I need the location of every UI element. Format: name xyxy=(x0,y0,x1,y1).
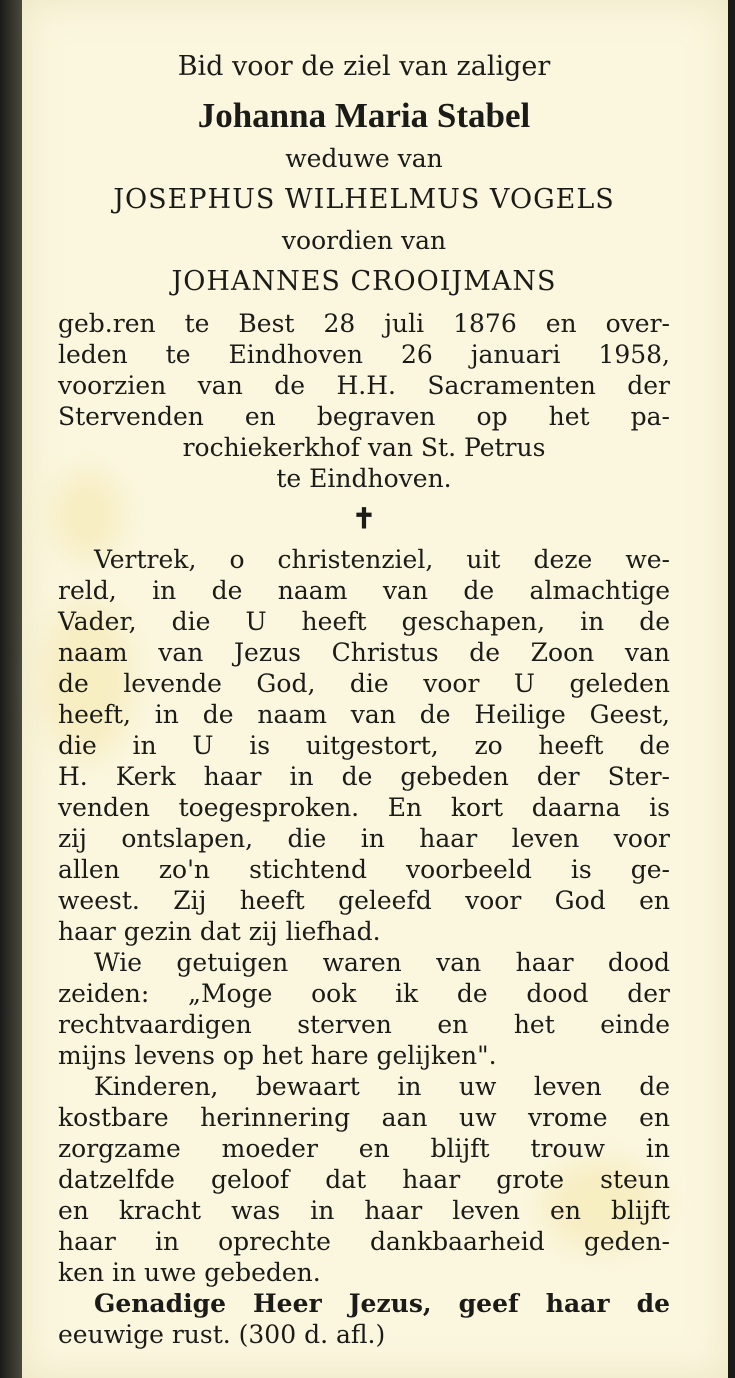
text-line: en kracht was in haar leven en blijft xyxy=(58,1196,670,1225)
intro-line: Bid voor de ziel van zaliger xyxy=(177,51,551,82)
text-line: haar gezin dat zij liefhad. xyxy=(58,917,381,946)
prayer-paragraph-3 xyxy=(58,1071,670,1288)
bio-block xyxy=(58,308,670,494)
text-line: Vader, die U heeft geschapen, in de xyxy=(58,607,670,636)
deceased-name: Johanna Maria Stabel xyxy=(197,96,531,135)
husband2-name: JOHANNES CROOIJMANS xyxy=(171,266,557,297)
scan-left-edge xyxy=(0,0,22,1378)
text-line: rechtvaardigen sterven en het einde xyxy=(58,1010,670,1039)
text-line: Genadige Heer Jezus, geef haar de xyxy=(94,1289,670,1318)
text-line: venden toegesproken. En kort daarna is xyxy=(58,793,670,822)
text-line: datzelfde geloof dat haar grote steun xyxy=(58,1165,670,1194)
text-line: Kinderen, bewaart in uw leven de xyxy=(94,1072,670,1101)
text-line: kostbare herinnering aan uw vrome en xyxy=(58,1103,670,1132)
prayer-paragraph-2 xyxy=(58,947,670,1071)
text-line: heeft, in de naam van de Heilige Geest, xyxy=(58,700,670,729)
text-line: Wie getuigen waren van haar dood xyxy=(94,948,670,977)
bio-line: te Eindhoven. xyxy=(276,464,452,493)
text-line: de levende God, die voor U geleden xyxy=(58,669,670,698)
text-line: zij ontslapen, die in haar leven voor xyxy=(58,824,670,853)
text-line: mijns levens op het hare gelijken". xyxy=(58,1041,497,1070)
text-line: H. Kerk haar in de gebeden der Ster- xyxy=(58,762,670,791)
bio-line: geb.ren te Best 28 juli 1876 en over- xyxy=(58,309,670,338)
text-line: zorgzame moeder en blijft trouw in xyxy=(58,1134,670,1163)
prayer-paragraph-4 xyxy=(58,1288,670,1350)
previously-line: voordien van xyxy=(281,226,447,255)
text-line: reld, in de naam van de almachtige xyxy=(58,576,670,605)
text-line: die in U is uitgestort, zo heeft de xyxy=(58,731,670,760)
text-line: ken in uwe gebeden. xyxy=(58,1258,321,1287)
text-line: Vertrek, o christenziel, uit deze we- xyxy=(94,545,670,574)
bio-line: leden te Eindhoven 26 januari 1958, xyxy=(58,340,670,369)
text-line: haar in oprechte dankbaarheid geden- xyxy=(58,1227,670,1256)
card-text xyxy=(58,42,670,1350)
cross-icon: ✝ xyxy=(352,502,376,535)
text-line: weest. Zij heeft geleefd voor God en xyxy=(58,886,670,915)
scan-right-edge xyxy=(728,0,735,1378)
text-line: zeiden: „Moge ook ik de dood der xyxy=(58,979,670,1008)
bio-line: Stervenden en begraven op het pa- xyxy=(58,402,670,431)
widow-of-line: weduwe van xyxy=(285,144,443,173)
bio-line: rochiekerkhof van St. Petrus xyxy=(182,433,546,462)
husband1-name: JOSEPHUS WILHELMUS VOGELS xyxy=(113,184,615,215)
bio-line: voorzien van de H.H. Sacramenten der xyxy=(58,371,670,400)
prayer-paragraph-1 xyxy=(58,544,670,947)
text-line: allen zo'n stichtend voorbeeld is ge- xyxy=(58,855,670,884)
text-line: eeuwige rust. (300 d. afl.) xyxy=(58,1320,386,1349)
text-line: naam van Jezus Christus de Zoon van xyxy=(58,638,670,667)
